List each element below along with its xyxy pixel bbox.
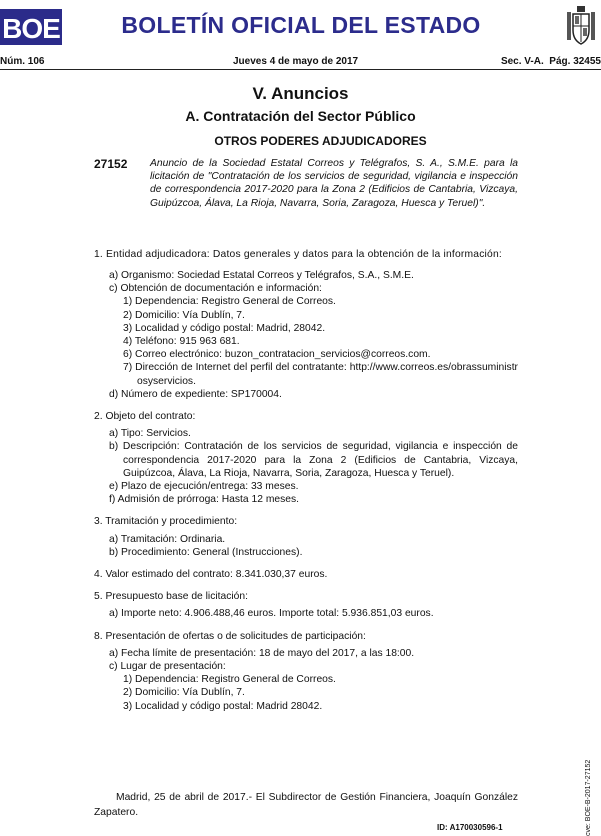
s8-lugar: c) Lugar de presentación: bbox=[109, 661, 226, 673]
s2-descripcion: b) Descripción: Contratación de los servicios de seguridad, vigilancia e inspección de correspondencia 2017-2020 para la Zona 2 (Edificios de Cantabria, Vizcaya, Guipúzcoa, Álava, La Rioja, Navarra, Soria, Zaragoza, Huesca y Teruel). bbox=[109, 441, 518, 479]
section-subtitle: A. Contratación del Sector Público bbox=[185, 108, 416, 124]
coat-of-arms-icon bbox=[562, 4, 600, 48]
section-category: OTROS PODERES ADJUDICADORES bbox=[214, 134, 427, 148]
section-5-heading: 5. Presupuesto base de licitación: bbox=[94, 591, 248, 603]
s1-localidad: 3) Localidad y código postal: Madrid, 28042. bbox=[123, 322, 326, 334]
s8-dependencia: 1) Dependencia: Registro General de Correos. bbox=[123, 674, 336, 686]
section-1-heading: 1. Entidad adjudicadora: Datos generales y datos para la obtención de la información: bbox=[94, 249, 502, 260]
s1-documentacion: c) Obtención de documentación e información: bbox=[109, 283, 322, 295]
s2-plazo: e) Plazo de ejecución/entrega: 33 meses. bbox=[109, 481, 299, 493]
boe-logo-text: BOE bbox=[2, 13, 60, 44]
s1-expediente: d) Número de expediente: SP170004. bbox=[109, 388, 282, 400]
section-title: V. Anuncios bbox=[252, 84, 349, 103]
boe-logo bbox=[0, 9, 62, 45]
section-1 bbox=[94, 246, 518, 401]
announcement-body bbox=[94, 246, 518, 722]
s1-internet: 7) Dirección de Internet del perfil del contratante: http://www.correos.es/obrassuministrosyservicios. bbox=[123, 362, 518, 387]
s8-fecha-limite: a) Fecha límite de presentación: 18 de mayo del 2017, a las 18:00. bbox=[109, 647, 415, 659]
section-8 bbox=[94, 630, 518, 713]
signature: Madrid, 25 de abril de 2017.- El Subdirector de Gestión Financiera, Joaquín González Zapatero. bbox=[94, 792, 518, 818]
s8-localidad: 3) Localidad y código postal: Madrid 28042. bbox=[123, 700, 323, 712]
s1-telefono: 4) Teléfono: 915 963 681. bbox=[123, 336, 240, 348]
section-5 bbox=[94, 590, 518, 620]
s1-organismo: a) Organismo: Sociedad Estatal Correos y Telégrafos, S.A., S.M.E. bbox=[109, 270, 414, 281]
s5-importe: a) Importe neto: 4.906.488,46 euros. Importe total: 5.936.851,03 euros. bbox=[109, 608, 434, 620]
section-2 bbox=[94, 410, 518, 506]
section-4-heading: 4. Valor estimado del contrato: 8.341.030,37 euros. bbox=[94, 569, 328, 581]
s2-prorroga: f) Admisión de prórroga: Hasta 12 meses. bbox=[109, 494, 300, 506]
section-3 bbox=[94, 515, 518, 559]
section-3-heading: 3. Tramitación y procedimiento: bbox=[94, 516, 238, 528]
s2-tipo: a) Tipo: Servicios. bbox=[109, 428, 191, 440]
announcement-summary: Anuncio de la Sociedad Estatal Correos y Telégrafos, S. A., S.M.E. para la licitación de "Contratación de los servicios de seguridad, vigilancia e inspección de correspondencia 2017-2020 para la Zona 2 (Edificios de Cantabria, Vizcaya, Guipúzcoa, Álava, La Rioja, Navarra, Soria, Zaragoza, Huesca y Teruel)". bbox=[150, 158, 518, 209]
issue-number: Núm. 106 bbox=[0, 56, 45, 67]
section-2-heading: 2. Objeto del contrato: bbox=[94, 411, 196, 423]
issue-date: Jueves 4 de mayo de 2017 bbox=[233, 56, 359, 67]
announcement-number: 27152 bbox=[94, 157, 128, 171]
document-id: ID: A170030596-1 bbox=[437, 823, 503, 832]
s3-procedimiento: b) Procedimiento: General (Instrucciones). bbox=[109, 546, 303, 558]
s1-dependencia: 1) Dependencia: Registro General de Correos. bbox=[123, 296, 336, 308]
section-8-heading: 8. Presentación de ofertas o de solicitudes de participación: bbox=[94, 630, 366, 642]
header-rule bbox=[0, 69, 601, 70]
section-4 bbox=[94, 568, 518, 581]
s8-domicilio: 2) Domicilio: Vía Dublín, 7. bbox=[123, 687, 245, 699]
s1-correo: 6) Correo electrónico: buzon_contratacion_servicios@correos.com. bbox=[123, 349, 431, 361]
s1-domicilio: 2) Domicilio: Vía Dublín, 7. bbox=[123, 309, 245, 321]
section-page: Sec. V-A. Pág. 32455 bbox=[500, 56, 601, 67]
cve-code: cve: BOE-B-2017-27152 bbox=[585, 759, 592, 836]
s3-tramitacion: a) Tramitación: Ordinaria. bbox=[109, 533, 226, 545]
header-title: BOLETÍN OFICIAL DEL ESTADO bbox=[121, 12, 481, 38]
